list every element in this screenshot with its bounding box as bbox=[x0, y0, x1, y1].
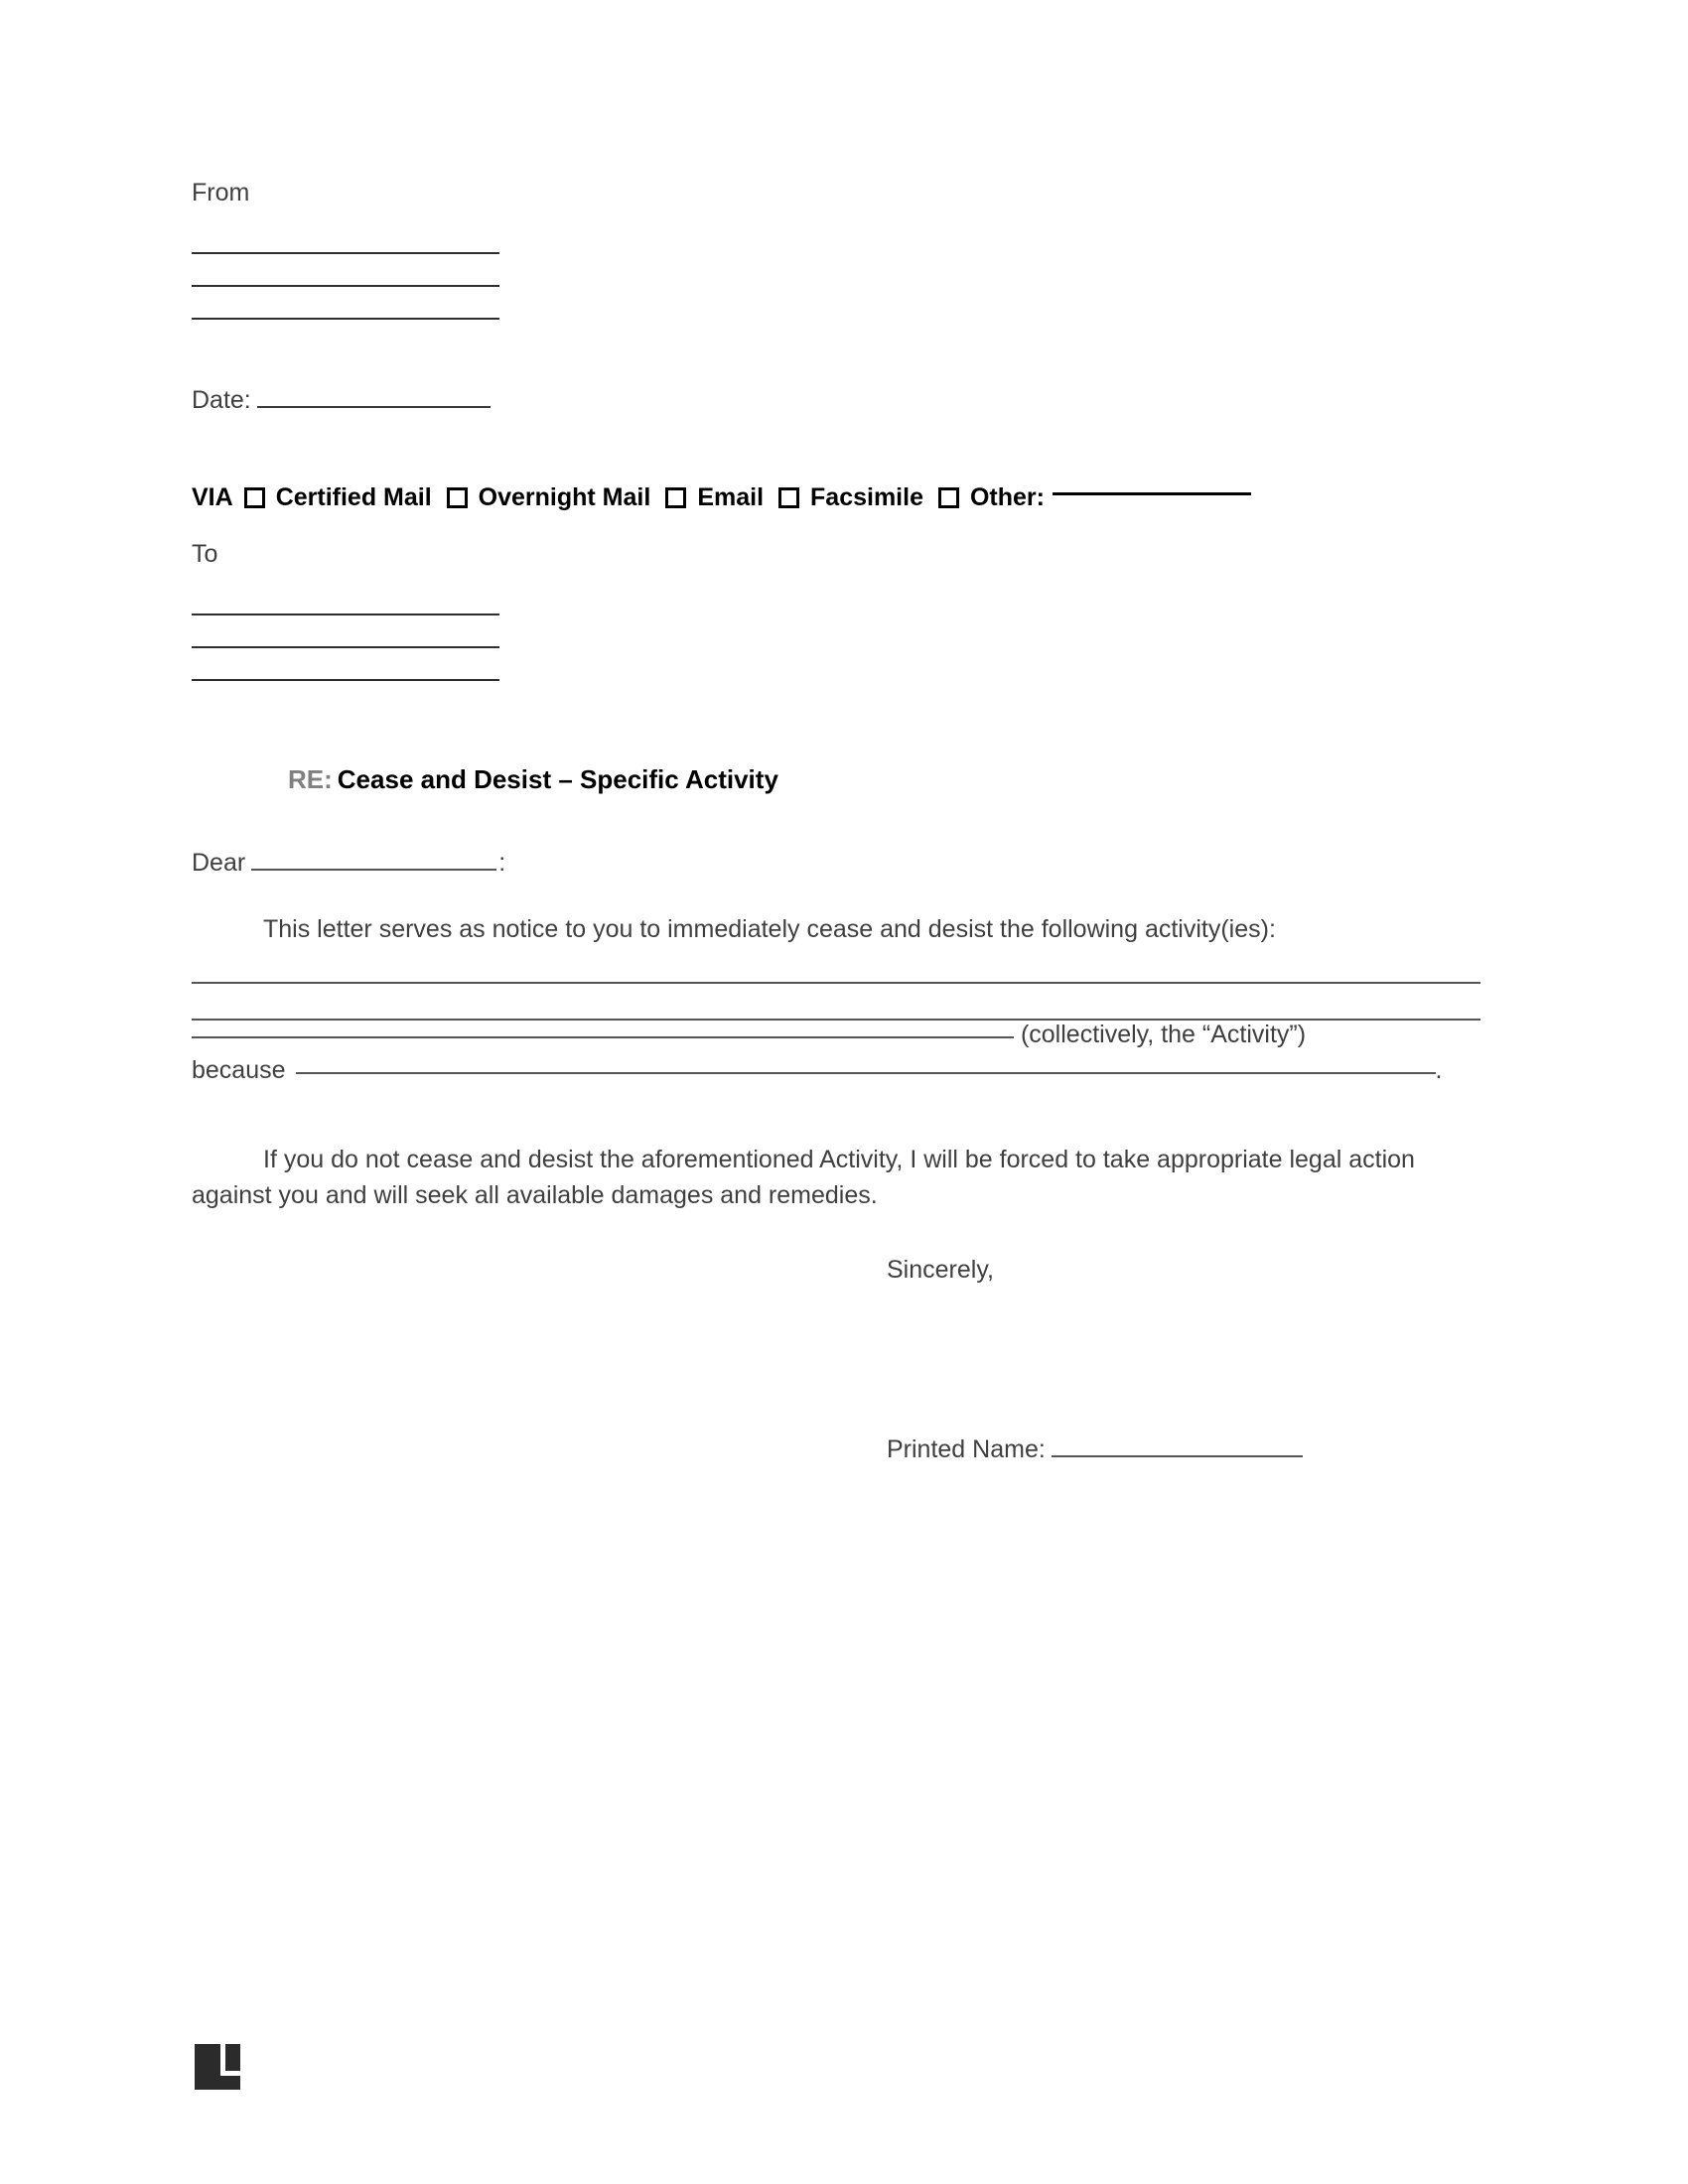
activity-blank-line-3[interactable] bbox=[192, 1036, 1014, 1038]
checkbox-facsimile[interactable] bbox=[778, 487, 799, 508]
subject-line bbox=[288, 764, 778, 795]
from-address-line-1[interactable] bbox=[192, 221, 499, 254]
activity-blank-line-2[interactable] bbox=[192, 984, 1480, 1021]
date-input-blank[interactable] bbox=[257, 406, 491, 408]
checkbox-certified-mail[interactable] bbox=[244, 487, 265, 508]
closing-block bbox=[192, 1142, 1482, 1213]
salutation-block bbox=[192, 849, 505, 878]
via-option-label-email: Email bbox=[697, 483, 765, 511]
signature-column bbox=[887, 1256, 1482, 1464]
legal-templates-logo bbox=[193, 2042, 242, 2092]
because-row bbox=[192, 1056, 1482, 1094]
subject-title: Cease and Desist – Specific Activity bbox=[337, 764, 778, 794]
to-address-lines bbox=[192, 583, 499, 681]
to-address-line-2[interactable] bbox=[192, 615, 499, 648]
printed-name-blank[interactable] bbox=[1052, 1455, 1303, 1457]
checkbox-overnight-mail[interactable] bbox=[447, 487, 468, 508]
via-block bbox=[192, 483, 1251, 512]
via-option-label-certified-mail: Certified Mail bbox=[275, 483, 432, 511]
checkbox-email[interactable] bbox=[665, 487, 686, 508]
salutation-name-blank[interactable] bbox=[251, 869, 496, 871]
because-reason-blank[interactable] bbox=[296, 1072, 1436, 1074]
via-option-label-other: Other: bbox=[969, 483, 1045, 511]
from-address-line-3[interactable] bbox=[192, 287, 499, 320]
to-address-line-1[interactable] bbox=[192, 583, 499, 615]
via-row bbox=[192, 483, 1251, 512]
date-block bbox=[192, 386, 491, 415]
body-intro-paragraph bbox=[192, 911, 1482, 947]
activity-blank-line-1[interactable] bbox=[192, 947, 1480, 984]
printed-name-row bbox=[887, 1435, 1482, 1464]
from-label: From bbox=[192, 179, 250, 206]
salutation-label: Dear bbox=[192, 849, 246, 877]
closing-paragraph bbox=[192, 1142, 1482, 1213]
collectively-activity-text: (collectively, the “Activity”) bbox=[1020, 1021, 1307, 1048]
from-address-line-2[interactable] bbox=[192, 254, 499, 287]
because-period: . bbox=[1435, 1056, 1443, 1084]
date-label: Date: bbox=[192, 386, 251, 414]
subject-prefix: RE: bbox=[288, 764, 333, 794]
to-label: To bbox=[192, 540, 218, 568]
salutation-row bbox=[192, 849, 505, 878]
because-label: because bbox=[192, 1056, 286, 1084]
via-option-label-overnight-mail: Overnight Mail bbox=[478, 483, 651, 511]
sincerely-label: Sincerely, bbox=[887, 1256, 994, 1284]
logo-mark-icon bbox=[193, 2042, 242, 2092]
checkbox-other[interactable] bbox=[938, 487, 959, 508]
body-intro-text: This letter serves as notice to you to immediately cease and desist the following activity(ies): bbox=[263, 915, 1276, 943]
salutation-colon: : bbox=[498, 849, 506, 877]
from-block bbox=[192, 180, 499, 320]
activity-blank-line-3-row bbox=[192, 1021, 1482, 1056]
via-label: VIA bbox=[192, 483, 233, 511]
to-block bbox=[192, 541, 499, 681]
from-address-lines bbox=[192, 221, 499, 320]
body-block bbox=[192, 911, 1482, 1094]
subject-block bbox=[288, 764, 778, 795]
to-address-line-3[interactable] bbox=[192, 648, 499, 681]
via-other-input-blank[interactable] bbox=[1053, 492, 1251, 495]
printed-name-label: Printed Name: bbox=[887, 1435, 1046, 1463]
closing-paragraph-text: If you do not cease and desist the aforementioned Activity, I will be forced to take appropriate legal action against you and will seek all available damages and remedies. bbox=[192, 1146, 1415, 1209]
via-option-label-facsimile: Facsimile bbox=[810, 483, 923, 511]
date-row bbox=[192, 386, 491, 415]
